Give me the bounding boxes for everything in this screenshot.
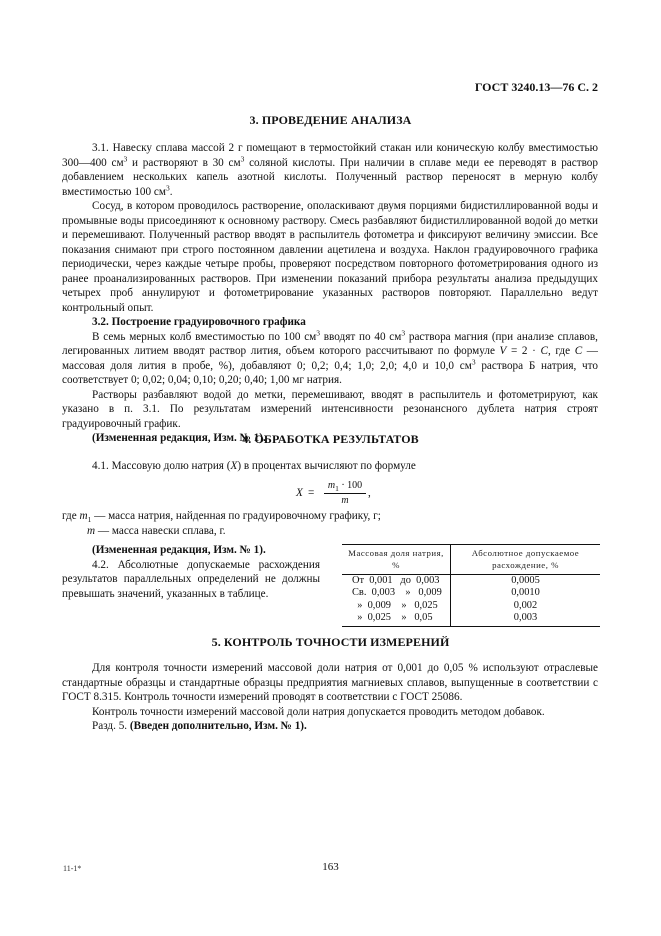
- section-3-title: 3. ПРОВЕДЕНИЕ АНАЛИЗА: [249, 113, 412, 127]
- table-row: » 0,009 » 0,025 0,002: [342, 600, 600, 612]
- table-row: От 0,001 до 0,003 0,0005: [342, 574, 600, 587]
- paragraph-3-1: 3.1. Навеску сплава массой 2 г помещают в термостойкий стакан или коническую колбу вместимостью 300—400 $см^3$ и растворяют в 30 $см^3$ соляной кислоты. При наличии в сплаве меди ее переводят в раствор добавлением нескольких капель азотной кислоты. Полученный раствор переносят в мерную колбу вместимостью 100 $см^3$.: [62, 142, 598, 198]
- table-header-mass-fraction: Массовая доля натрия, %: [342, 545, 451, 575]
- section-5-body: [62, 661, 598, 734]
- table-row: Св. 0,003 » 0,009 0,0010: [342, 587, 600, 599]
- paragraph-3-2: В семь мерных колб вместимостью по 100 $см^3$ вводят по 40 $см^3$ раствора магния (при анализе сплавов, легированных литием вводят раствор лития, объем которого рассчитывают по формуле V = 2 · C, где C — массовая доля лития в пробе, %), добавляют 0; 0,2; 0,4; 1,0; 2,0; 4,0 и 10,0 $см^3$ раствора Б натрия, что соответствует 0; 0,02; 0,04; 0,10; 0,20; 0,40; 1,00 мг натрия.: [62, 327, 598, 386]
- subsection-3-2-title: 3.2. Построение градуировочного графика: [92, 316, 306, 328]
- formula-mass-fraction: X = $m_1 \cdot 100$ m ,: [296, 480, 371, 506]
- tolerance-table: [342, 544, 600, 627]
- paragraph-5-note: Разд. 5. (Введен дополнительно, Изм. № 1).: [92, 720, 307, 732]
- table-header-tolerance: Абсолютное допускаемое расхождение, %: [451, 545, 601, 575]
- amendment-note-3: (Измененная редакция, Изм. № 1).: [92, 432, 266, 444]
- footer-signature: 11-1*: [63, 864, 82, 873]
- formula-legend: где $m_1$ — масса натрия, найденная по градуировочному графику, г; m — масса навески сплава, г.: [62, 510, 381, 537]
- page-number: 163: [322, 861, 339, 873]
- paragraph-4-1: 4.1. Массовую долю натрия (X) в процентах вычисляют по формуле: [92, 460, 416, 472]
- section-3-body: [62, 141, 598, 446]
- paragraph-4-2-block: [62, 543, 320, 601]
- section-5-title: 5. КОНТРОЛЬ ТОЧНОСТИ ИЗМЕРЕНИЙ: [211, 635, 450, 649]
- table-row: » 0,025 » 0,05 0,003: [342, 612, 600, 627]
- paragraph-3-2-cont: Растворы разбавляют водой до метки, перемешивают, вводят в распылитель и фотометрируют, как указано в п. 3.1. По результатам измерений интенсивности резонансного дублета натрия строят градуировочный график.: [62, 388, 598, 430]
- paragraph-4-2: 4.2. Абсолютные допускаемые расхождения результатов параллельных определений не должны превышать значений, указанных в таблице.: [62, 558, 320, 600]
- amendment-note-4: (Измененная редакция, Изм. № 1).: [92, 544, 266, 556]
- running-header: ГОСТ 3240.13—76 С. 2: [474, 80, 598, 94]
- paragraph-5-1: Для контроля точности измерений массовой доли натрия от 0,001 до 0,05 % используют отраслевые стандартные образцы и стандартные образцы предприятия магниевых сплавов, выпущенные в соответствии с ГОСТ 8.315. Контроль точности измерений проводят в соответствии с ГОСТ 25086.: [62, 662, 598, 703]
- paragraph-3-1-cont: Сосуд, в котором проводилось растворение, ополаскивают двумя порциями бидистиллированной воды и промывные воды присоединяют к основному раствору. Смесь разбавляют бидистиллированной водой до метки и перемешивают. Полученный раствор вводят в распылитель фотометра и фиксируют величину эмиссии. Все показания снимают при строго постоянном давлении ацетилена и воздуха. Наклон градуировочного графика периодически, через каждые четыре пробы, проверяют посредством повторного фотометрирования одного из ранее проанализированных растворов. При изменении показаний прибора результаты анализа предыдущих четырех проб аннулируют и фотометрирование указанных растворов повторяют. Параллельно ведут контрольный опыт.: [62, 200, 598, 314]
- paragraph-5-2: Контроль точности измерений массовой доли натрия допускается проводить методом добавок.: [92, 705, 545, 718]
- section-4-title: 4. ОБРАБОТКА РЕЗУЛЬТАТОВ: [242, 432, 419, 446]
